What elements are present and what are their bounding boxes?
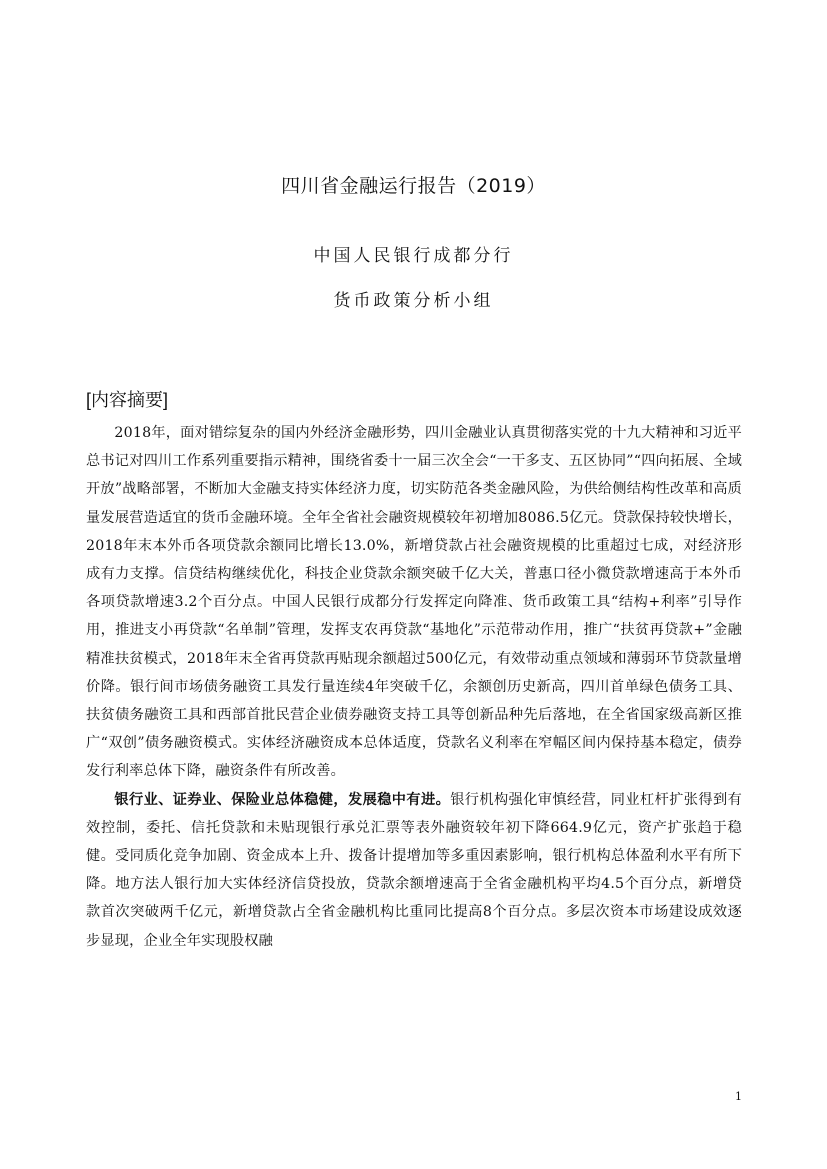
page-number: 1 xyxy=(735,1090,742,1103)
report-title: 四川省金融运行报告（2019） xyxy=(281,175,546,197)
abstract-paragraph-2 xyxy=(86,786,742,955)
paragraph-2-bold-lead: 银行业、证券业、保险业总体稳健，发展稳中有进。 xyxy=(114,791,451,808)
abstract-paragraph-1: 2018年，面对错综复杂的国内外经济金融形势，四川金融业认真贯彻落实党的十九大精神和习近平总书记对四川工作系列重要指示精神，围绕省委十一届三次全会“一干多支、五区协同”“四向拓展、全域开放”战略部署，不断加大金融支持实体经济力度，切实防范各类金融风险，为供给侧结构性改革和高质量发展营造适宜的货币金融环境。全年全省社会融资规模较年初增加8086.5亿元。贷款保持较快增长，2018年末本外币各项贷款余额同比增长13.0%，新增贷款占社会融资规模的比重超过七成，对经济形成有力支撑。信贷结构继续优化，科技企业贷款余额突破千亿大关，普惠口径小微贷款增速高于本外币各项贷款增速3.2个百分点。中国人民银行成都分行发挥定向降准、货币政策工具“结构+利率”引导作用，推进支小再贷款“名单制”管理，发挥支农再贷款“基地化”示范带动作用，推广“扶贫再贷款+”金融精准扶贫模式，2018年末全省再贷款再贴现余额超过500亿元，有效带动重点领域和薄弱环节贷款量增价降。银行间市场债务融资工具发行量连续4年突破千亿，余额创历史新高，四川首单绿色债务工具、扶贫债务融资工具和西部首批民营企业债券融资支持工具等创新品种先后落地，在全省国家级高新区推广“双创”债务融资模式。实体经济融资成本总体适度，贷款名义利率在窄幅区间内保持基本稳定，债券发行利率总体下降，融资条件有所改善。 xyxy=(86,425,742,780)
paragraph-2-text: 银行机构强化审慎经营，同业杠杆扩张得到有效控制，委托、信托贷款和未贴现银行承兑汇票等表外融资较年初下降664.9亿元，资产扩张趋于稳健。受同质化竞争加剧、资金成本上升、拨备计提增加等多重因素影响，银行机构总体盈利水平有所下降。地方法人银行加大实体经济信贷投放，贷款余额增速高于全省金融机构平均4.5个百分点，新增贷款首次突破两千亿元，新增贷款占全省金融机构比重同比提高8个百分点。多层次资本市场建设成效逐步显现，企业全年实现股权融 xyxy=(86,791,742,949)
author-group: 货币政策分析小组 xyxy=(333,291,494,311)
abstract-heading: [内容摘要] xyxy=(86,390,169,410)
abstract-body xyxy=(86,419,742,955)
issuing-organization: 中国人民银行成都分行 xyxy=(313,246,514,266)
